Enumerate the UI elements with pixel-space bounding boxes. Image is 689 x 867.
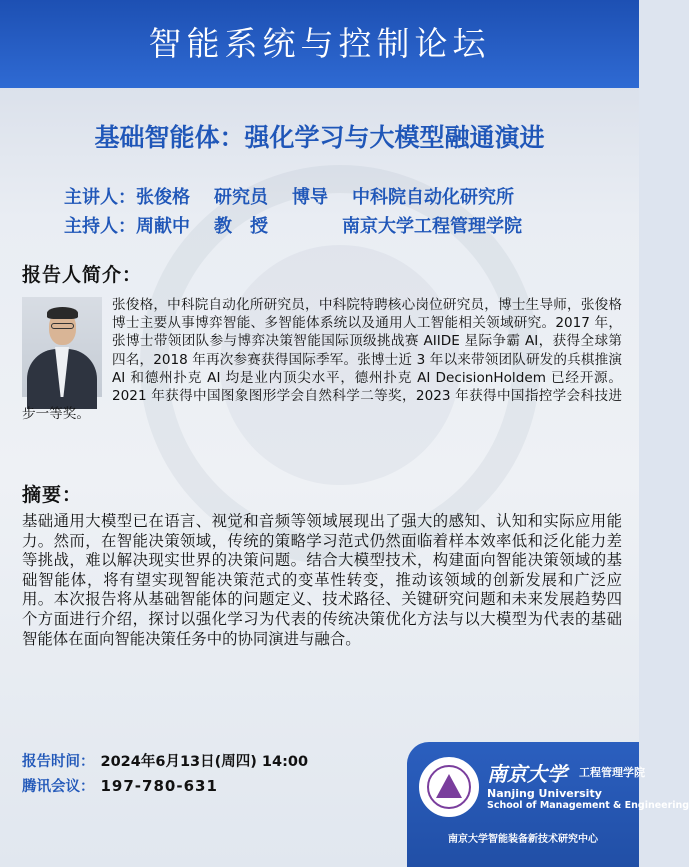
host-line bbox=[64, 212, 522, 238]
host-affiliation: 南京大学工程管理学院 bbox=[342, 216, 522, 237]
university-logo-box bbox=[407, 742, 689, 867]
time-value: 2024年6月13日(周四) 14:00 bbox=[100, 754, 309, 770]
time-line bbox=[22, 750, 308, 771]
university-emblem-icon bbox=[419, 757, 479, 817]
meeting-value: 197-780-631 bbox=[100, 777, 218, 795]
logo-en-name: Nanjing University bbox=[487, 787, 602, 800]
speaker-position: 研究员 bbox=[214, 187, 268, 208]
bio-block bbox=[22, 296, 622, 423]
talk-title: 基础智能体：强化学习与大模型融通演进 bbox=[94, 123, 545, 152]
logo-cn-school: 工程管理学院 bbox=[579, 766, 645, 779]
host-name: 周献中 bbox=[136, 216, 190, 237]
host-label: 主持人： bbox=[64, 216, 136, 237]
logo-research-center: 南京大学智能装备新技术研究中心 bbox=[448, 834, 598, 845]
forum-title: 智能系统与控制论坛 bbox=[0, 0, 639, 88]
abstract-heading: 摘要： bbox=[22, 484, 83, 506]
bio-text: 张俊格，中科院自动化所研究员，中科院特聘核心岗位研究员，博士生导师，张俊格博士主要从事博弈智能、多智能体系统以及通用人工智能相关领域研究。2017 年，张博士带领团队参与博弈决策智能国际顶级挑战赛 AIIDE 星际争霸 AI，获得全球第四名，2018 年再次参赛获得国际季军。张博士近 3 年以来带领团队研发的兵棋推演 AI 和德州扑克 AI 均是业内顶尖水平，德州扑克 AI DecisionHoldem 已经开源。2021 年获得中国图象图形学会自然科学二等奖，2023 年获得中国指控学会科技进步一等奖。 bbox=[22, 297, 622, 423]
logo-en-school: School of Management & Engineering bbox=[487, 800, 689, 811]
speaker-role: 博导 bbox=[292, 187, 328, 208]
meeting-label: 腾讯会议： bbox=[22, 779, 95, 795]
speaker-name: 张俊格 bbox=[136, 187, 190, 208]
photo-spacer bbox=[22, 296, 112, 400]
logo-cn-name: 南京大学 bbox=[487, 762, 567, 786]
speaker-label: 主讲人： bbox=[64, 187, 136, 208]
meeting-line bbox=[22, 775, 218, 796]
speaker-line bbox=[64, 183, 514, 209]
host-position: 教 授 bbox=[214, 216, 268, 237]
time-label: 报告时间： bbox=[22, 754, 95, 770]
abstract-text: 基础通用大模型已在语言、视觉和音频等领域展现出了强大的感知、认知和实际应用能力。然而，在智能决策领域，传统的策略学习范式仍然面临着样本效率低和泛化能力差等挑战，难以解决现实世界的决策问题。结合大模型技术，构建面向智能决策领域的基础智能体，将有望实现智能决策范式的变革性转变，推动该领域的创新发展和广泛应用。本次报告将从基础智能体的问题定义、技术路径、关键研究问题和未来发展趋势四个方面进行介绍，探讨以强化学习为代表的传统决策优化方法与以大模型为代表的基础智能体在面向智能决策任务中的协同演进与融合。 bbox=[22, 512, 622, 648]
bio-heading: 报告人简介： bbox=[22, 264, 143, 286]
speaker-affiliation: 中科院自动化研究所 bbox=[352, 187, 514, 208]
